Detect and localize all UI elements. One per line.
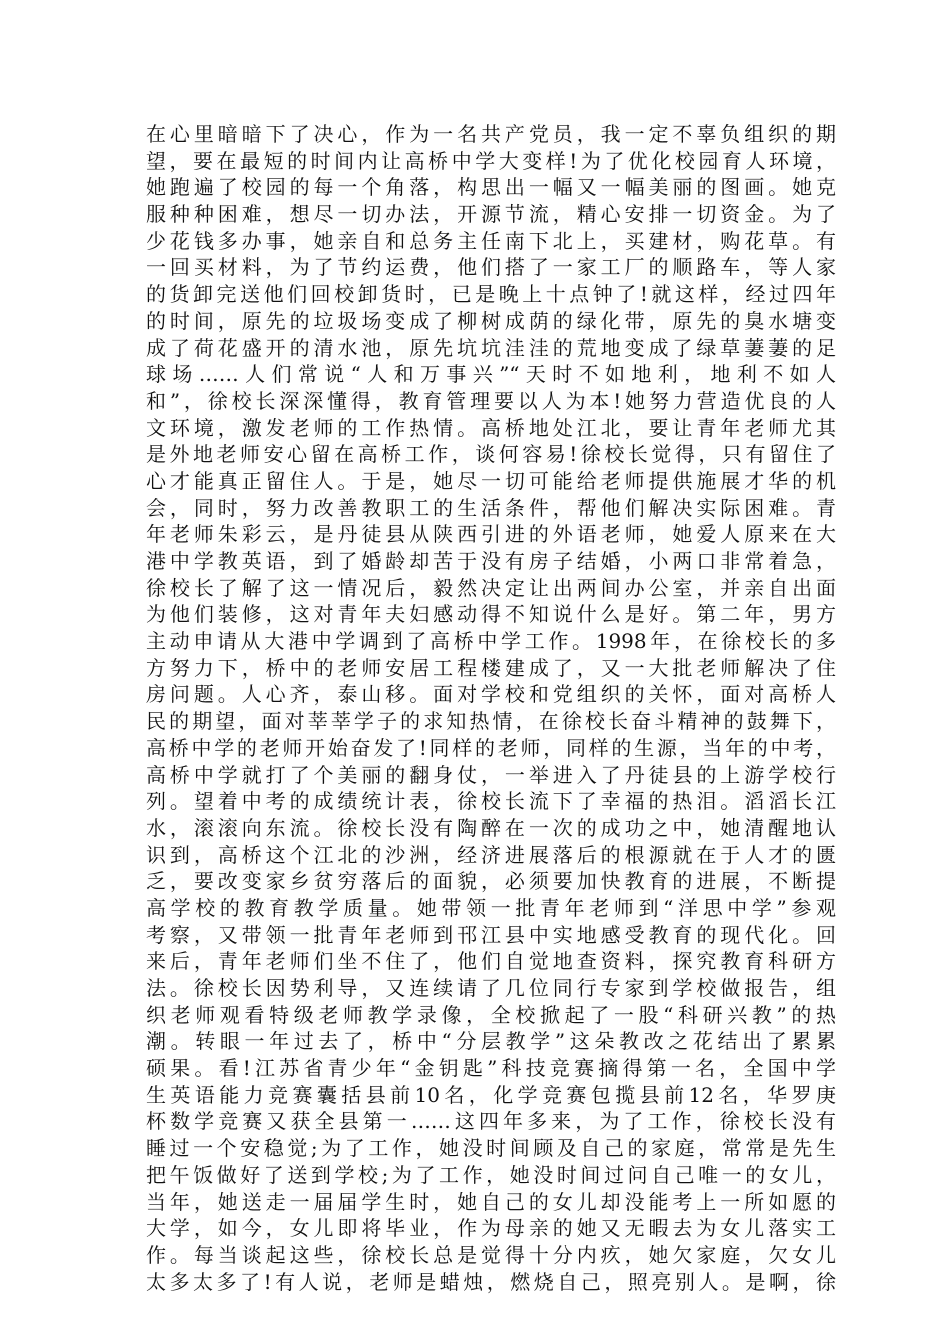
text-line: 成了荷花盛开的清水池，原先坑坑洼洼的荒地变成了绿草萋萋的足 [146,335,836,360]
text-line: 会，同时，努力改善教职工的生活条件，帮他们解决实际困难。青 [146,495,836,520]
text-line: 在心里暗暗下了决心，作为一名共产党员，我一定不辜负组织的期 [146,122,836,146]
text-line: 方努力下，桥中的老师安居工程楼建成了，又一大批老师解决了住 [146,655,836,680]
text-line: 房问题。人心齐，泰山移。面对学校和党组织的关怀，面对高桥人 [146,682,836,707]
text-line: 的货卸完送他们回校卸货时，已是晚上十点钟了!就这样，经过四年 [146,282,836,307]
text-line: 球场……人们常说“人和万事兴”“天时不如地利，地利不如人 [146,362,836,387]
text-line: 一回买材料，为了节约运费，他们搭了一家工厂的顺路车，等人家 [146,255,836,280]
text-line: 高桥中学就打了个美丽的翻身仗，一举进入了丹徒县的上游学校行 [146,762,836,787]
text-line: 当年，她送走一届届学生时，她自己的女儿却没能考上一所如愿的 [146,1189,836,1214]
text-line: 织老师观看特级老师教学录像，全校掀起了一股“科研兴教”的热 [146,1002,836,1027]
text-line: 高学校的教育教学质量。她带领一批青年老师到“洋思中学”参观 [146,895,836,920]
text-line: 大学，如今，女儿即将毕业，作为母亲的她又无暇去为女儿落实工 [146,1216,836,1241]
text-line: 识到，高桥这个江北的沙洲，经济进展落后的根源就在于人才的匮 [146,842,836,867]
text-line: 作。每当谈起这些，徐校长总是觉得十分内疚，她欠家庭，欠女儿 [146,1242,836,1267]
text-line: 水，滚滚向东流。徐校长没有陶醉在一次的成功之中，她清醒地认 [146,815,836,840]
text-line: 和”，徐校长深深懂得，教育管理要以人为本!她努力营造优良的人 [146,388,836,413]
text-line: 太多太多了!有人说，老师是蜡烛，燃烧自己，照亮别人。是啊，徐 [146,1269,836,1294]
text-line: 主动申请从大港中学调到了高桥中学工作。1998年，在徐校长的多 [146,629,836,654]
text-line: 列。望着中考的成绩统计表，徐校长流下了幸福的热泪。滔滔长江 [146,789,836,814]
text-line: 望，要在最短的时间内让高桥中学大变样!为了优化校园育人环境， [146,148,836,173]
text-line: 乏，要改变家乡贫穷落后的面貌，必须要加快教育的进展，不断提 [146,869,836,894]
text-line: 徐校长了解了这一情况后，毅然决定让出两间办公室，并亲自出面 [146,575,836,600]
text-line: 文环境，激发老师的工作热情。高桥地处江北，要让青年老师尤其 [146,415,836,440]
text-line: 法。徐校长因势利导，又连续请了几位同行专家到学校做报告，组 [146,976,836,1000]
text-line: 考察，又带领一批青年老师到邗江县中实地感受教育的现代化。回 [146,922,836,947]
text-line: 服种种困难，想尽一切办法，开源节流，精心安排一切资金。为了 [146,202,836,227]
text-line: 港中学教英语，到了婚龄却苦于没有房子结婚，小两口非常着急， [146,549,836,573]
text-line: 把午饭做好了送到学校;为了工作，她没时间过问自己唯一的女儿， [146,1162,836,1187]
text-line: 是外地老师安心留在高桥工作，谈何容易!徐校长觉得，只有留住了 [146,442,836,467]
text-line: 为他们装修，这对青年夫妇感动得不知说什么是好。第二年，男方 [146,602,836,627]
text-line: 年老师朱彩云，是丹徒县从陕西引进的外语老师，她爱人原来在大 [146,522,836,547]
text-line: 硕果。看!江苏省青少年“金钥匙”科技竞赛摘得第一名，全国中学 [146,1056,836,1081]
text-line: 心才能真正留住人。于是，她尽一切可能给老师提供施展才华的机 [146,468,836,493]
body-text [146,121,836,1295]
text-line: 民的期望，面对莘莘学子的求知热情，在徐校长奋斗精神的鼓舞下， [146,709,836,734]
text-line: 她跑遍了校园的每一个角落，构思出一幅又一幅美丽的图画。她克 [146,175,836,200]
text-line: 杯数学竞赛又获全县第一……这四年多来，为了工作，徐校长没有 [146,1109,836,1134]
text-line: 生英语能力竞赛囊括县前10名，化学竞赛包揽县前12名，华罗庚 [146,1082,836,1107]
text-line: 少花钱多办事，她亲自和总务主任南下北上，买建材，购花草。有 [146,228,836,253]
text-line: 睡过一个安稳觉;为了工作，她没时间顾及自己的家庭，常常是先生 [146,1136,836,1161]
text-line: 高桥中学的老师开始奋发了!同样的老师，同样的生源，当年的中考， [146,735,836,760]
text-line: 潮。转眼一年过去了，桥中“分层教学”这朵教改之花结出了累累 [146,1029,836,1054]
text-line: 来后，青年老师们坐不住了，他们自觉地查资料，探究教育科研方 [146,949,836,974]
text-line: 的时间，原先的垃圾场变成了柳树成荫的绿化带，原先的臭水塘变 [146,308,836,333]
